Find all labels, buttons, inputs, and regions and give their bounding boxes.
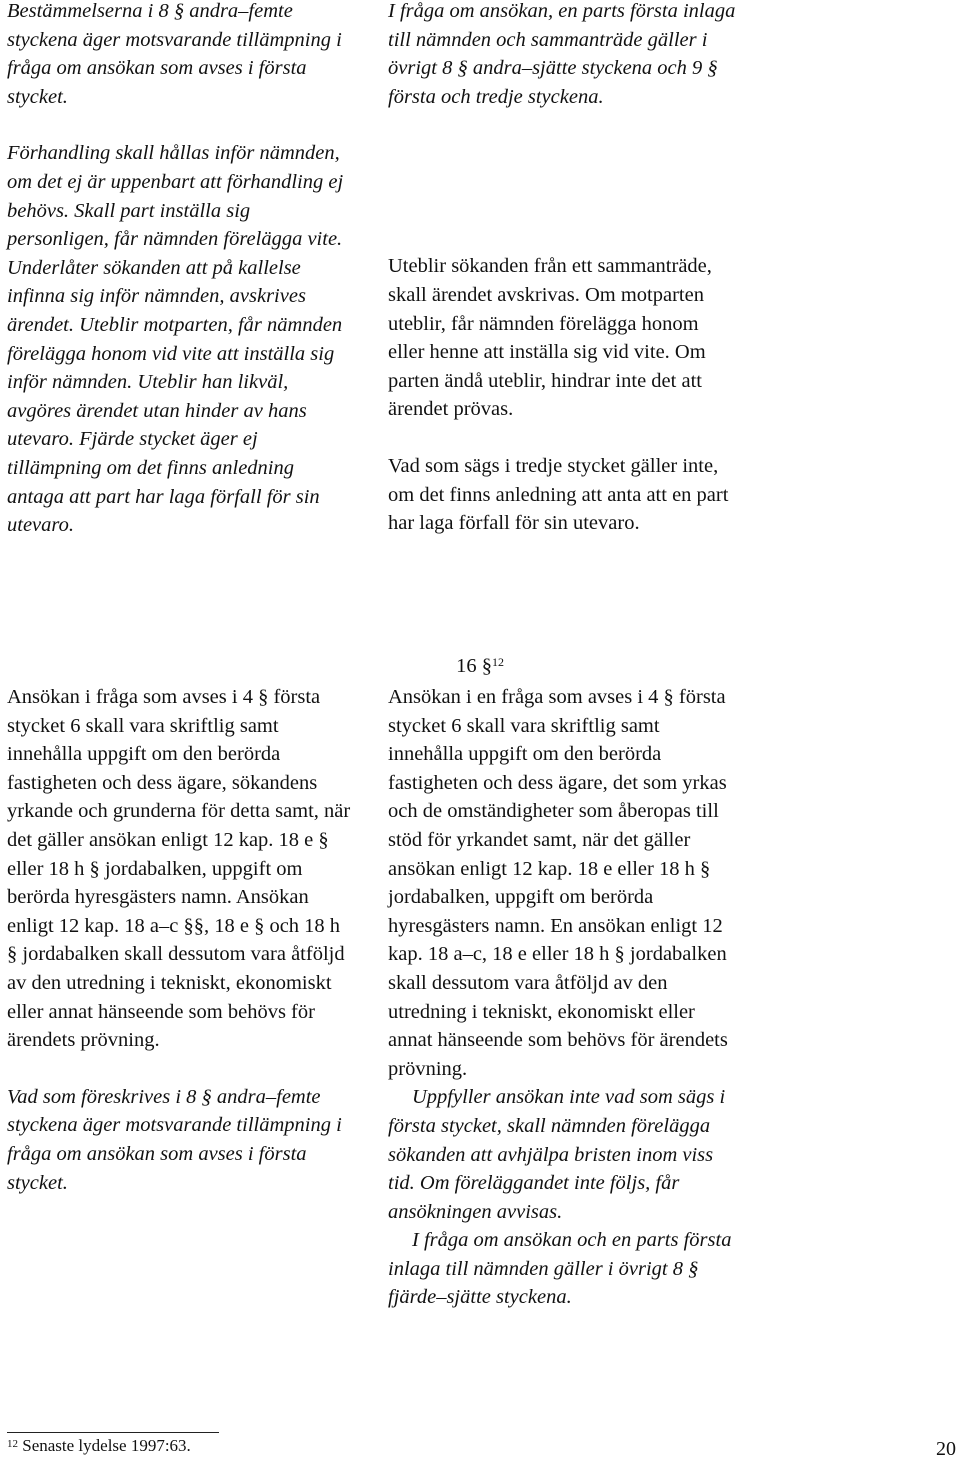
old-text-column-bottom: [7, 683, 355, 1197]
page-number: 20: [936, 1438, 956, 1460]
paragraph: Ansökan i fråga som avses i 4 § första stycket 6 skall vara skriftlig samt innehålla uppgift om den berörda fastigheten och dess ägare, sökandens yrkande och grunderna för detta samt, när det gäller ansökan enligt 12 kap. 18 e § eller 18 h § jordabalken, uppgift om berörda hyresgästers namn. Ansökan enligt 12 kap. 18 a–c §§, 18 e § och 18 h § jordabalken skall dessutom vara åtföljd av den utredning i tekniskt, ekonomiskt eller annat hänseende som behövs för ärendets prövning.: [7, 686, 351, 1052]
paragraph: Vad som sägs i tredje stycket gäller inte, om det finns anledning att anta att en part har laga förfall för sin utevaro.: [388, 454, 729, 535]
section-symbol: §: [481, 655, 492, 677]
paragraph: Bestämmelserna i 8 § andra–femte styckena äger motsvarande tillämpning i fråga om ansökan som avses i första stycket.: [7, 0, 342, 108]
paragraph: Vad som föreskrives i 8 § andra–femte styckena äger motsvarande tillämpning i fråga om ansökan som avses i första stycket.: [7, 1085, 342, 1194]
footnote-divider: [7, 1432, 219, 1433]
paragraph: Uppfyller ansökan inte vad som sägs i första stycket, skall nämnden förelägga sökanden att avhjälpa bristen inom viss tid. Om föreläggandet inte följs, får ansökningen avvisas.: [388, 1086, 726, 1223]
paragraph: Förhandling skall hållas inför nämnden, om det ej är uppenbart att förhandling ej behövs. Skall part inställa sig personligen, får nämnden förelägga vite. Underlåter sökanden att på kallelse infinna sig inför nämnden, avskrives ärendet. Uteblir motparten, får nämnden förelägga honom vid vite att inställa sig inför nämnden. Uteblir han likväl, avgöres ärendet utan hinder av hans utevaro. Fjärde stycket äger ej tillämpning om det finns anledning antaga att part har laga förfall för sin utevaro.: [7, 142, 344, 537]
old-text-column-top: [7, 0, 355, 540]
footnote-reference: 12: [491, 655, 504, 669]
paragraph: Ansökan i en fråga som avses i 4 § första stycket 6 skall vara skriftlig samt innehålla uppgift om den berörda fastigheten och dess ägare, det som yrkas och de omständigheter som åberopas till stöd för yrkandet samt, när det gäller ansökan enligt 12 kap. 18 e eller 18 h § jordabalken, uppgift om berörda hyresgästers namn. En ansökan enligt 12 kap. 18 a–c, 18 e eller 18 h § jordabalken skall dessutom vara åtföljd av den utredning i tekniskt, ekonomiskt eller annat hänseende som behövs för ärendets prövning.: [388, 686, 728, 1080]
footnote-text: Senaste lydelse 1997:63.: [22, 1436, 191, 1455]
footnote: [7, 1434, 191, 1458]
new-text-column-bottom: [388, 683, 738, 1312]
new-text-column-top: [388, 0, 738, 538]
footnote-number: 12: [7, 1438, 18, 1450]
section-heading: [0, 651, 960, 681]
paragraph: Uteblir sökanden från ett sammanträde, skall ärendet avskrivas. Om motparten uteblir, får nämnden förelägga honom eller henne att inställa sig vid vite. Om parten ändå uteblir, hindrar inte det att ärendet prövas.: [388, 255, 712, 421]
paragraph: I fråga om ansökan och en parts första inlaga till nämnden gäller i övrigt 8 § fjärde–sjätte styckena.: [388, 1229, 732, 1309]
section-number: 16: [456, 655, 477, 677]
paragraph: I fråga om ansökan, en parts första inlaga till nämnden och sammanträde gäller i övrigt 8 § andra–sjätte styckena och 9 § första och tredje styckena.: [388, 0, 736, 108]
